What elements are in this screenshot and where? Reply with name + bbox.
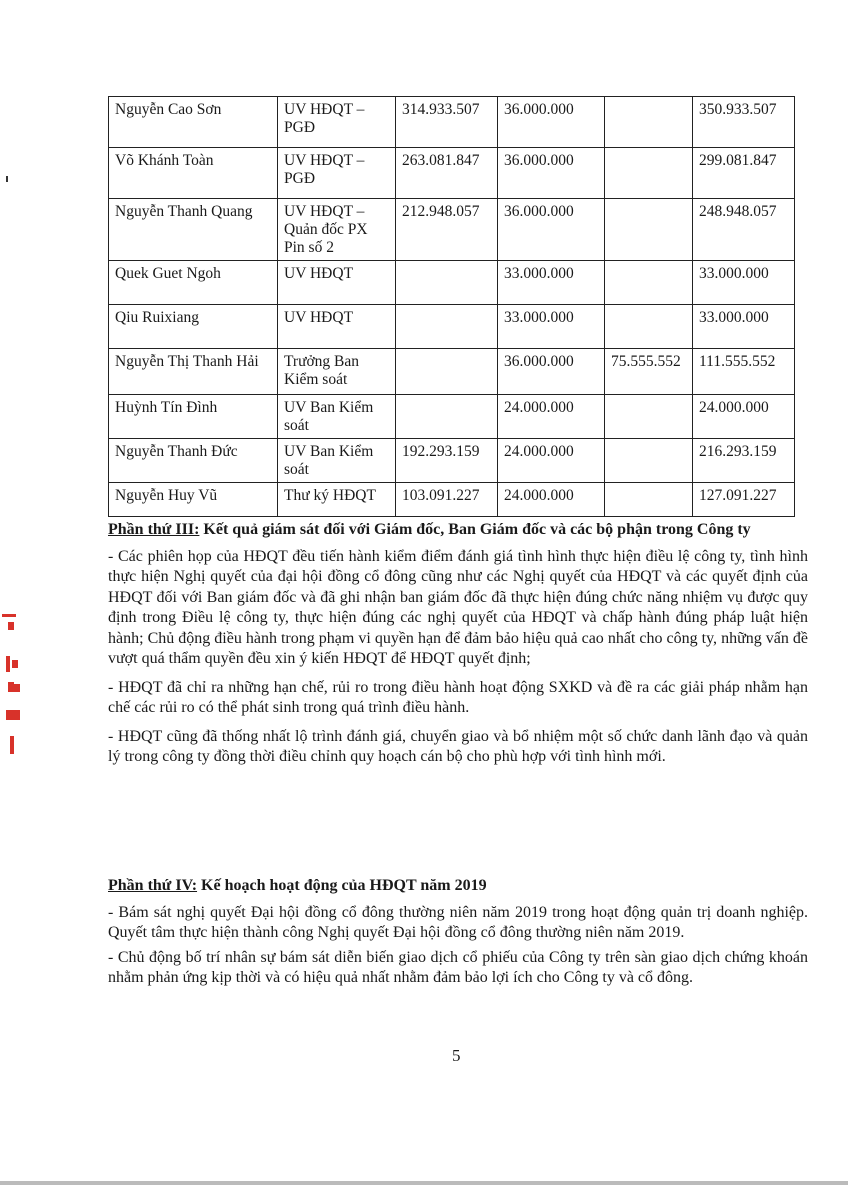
section-4-paragraph: - Chủ động bố trí nhân sự bám sát diễn biến giao dịch cổ phiếu của Công ty trên sàn giao dịch chứng khoán nhằm phản ứng kịp thời và có hiệu quả nhất nhằm đảm bảo lợi ích cho Công ty và cổ đông. [108,948,808,986]
table-row [109,395,795,439]
cell-salary: 103.091.227 [396,483,498,517]
cell-other [605,199,693,261]
table-row [109,97,795,148]
cell-role: UV Ban Kiểm soát [278,439,396,483]
cell-salary: 192.293.159 [396,439,498,483]
cell-name: Võ Khánh Toàn [109,148,278,199]
cell-salary: 314.933.507 [396,97,498,148]
table-row [109,261,795,305]
cell-total: 248.948.057 [693,199,795,261]
scan-mark [6,176,8,182]
cell-allowance: 33.000.000 [498,305,605,349]
cell-allowance: 36.000.000 [498,349,605,395]
cell-other [605,395,693,439]
section-4-title: Kế hoạch hoạt động của HĐQT năm 2019 [197,877,487,894]
cell-name: Huỳnh Tín Đình [109,395,278,439]
cell-total: 24.000.000 [693,395,795,439]
cell-other [605,261,693,305]
cell-other [605,483,693,517]
cell-name: Nguyễn Huy Vũ [109,483,278,517]
cell-other [605,439,693,483]
table-row [109,305,795,349]
cell-role: UV HĐQT [278,305,396,349]
cell-salary [396,349,498,395]
cell-role: UV HĐQT – Quản đốc PX Pin số 2 [278,199,396,261]
table-row [109,349,795,395]
cell-allowance: 24.000.000 [498,439,605,483]
table-row [109,199,795,261]
cell-name: Nguyễn Thị Thanh Hải [109,349,278,395]
section-3-heading [108,520,808,541]
cell-other [605,148,693,199]
cell-allowance: 33.000.000 [498,261,605,305]
page-number: 5 [452,1046,461,1065]
cell-allowance: 36.000.000 [498,199,605,261]
cell-allowance: 24.000.000 [498,395,605,439]
cell-role: UV HĐQT [278,261,396,305]
cell-salary [396,395,498,439]
cell-name: Qiu Ruixiang [109,305,278,349]
cell-total: 299.081.847 [693,148,795,199]
cell-salary: 212.948.057 [396,199,498,261]
stamp-fragment [0,600,26,770]
section-4 [108,876,808,997]
cell-total: 350.933.507 [693,97,795,148]
section-3-paragraph: - Các phiên họp của HĐQT đều tiến hành kiểm điểm đánh giá tình hình thực hiện điều lệ công ty, tình hình thực hiện Nghị quyết của đại hội đồng cổ đông cũng như các Nghị quyết của HĐQT và các quyết định của HĐQT đối với Ban giám đốc và đã ghi nhận ban giám đốc đã thực hiện đúng chức năng nhiệm vụ được quy định trong Điều lệ công ty, thực hiện đúng các nghị quyết của HĐQT và chấp hành đúng pháp luật hiện hành; Chủ động điều hành trong phạm vi quyền hạn để đảm bảo hiệu quả cao nhất cho công ty, những vấn đề vượt quá thẩm quyền đều xin ý kiến HĐQT để HĐQT quyết định; [108,547,808,667]
cell-salary: 263.081.847 [396,148,498,199]
cell-name: Quek Guet Ngoh [109,261,278,305]
section-3 [108,520,808,776]
cell-total: 111.555.552 [693,349,795,395]
cell-role: UV HĐQT – PGĐ [278,148,396,199]
cell-role: Thư ký HĐQT [278,483,396,517]
cell-role: Trưởng Ban Kiểm soát [278,349,396,395]
table-row [109,439,795,483]
cell-total: 33.000.000 [693,305,795,349]
cell-allowance: 24.000.000 [498,483,605,517]
cell-salary [396,305,498,349]
cell-total: 216.293.159 [693,439,795,483]
cell-allowance: 36.000.000 [498,148,605,199]
remuneration-table [108,96,795,517]
section-3-title: Kết quả giám sát đối với Giám đốc, Ban Giám đốc và các bộ phận trong Công ty [199,521,751,538]
cell-total: 33.000.000 [693,261,795,305]
table-row [109,148,795,199]
section-4-paragraph: - Bám sát nghị quyết Đại hội đồng cổ đông thường niên năm 2019 trong hoạt động quản trị doanh nghiệp. Quyết tâm thực hiện thành công Nghị quyết Đại hội đồng cổ đông thường niên năm 2019. [108,903,808,941]
cell-other: 75.555.552 [605,349,693,395]
cell-name: Nguyễn Thanh Đức [109,439,278,483]
section-3-label: Phần thứ III: [108,521,200,538]
cell-other [605,97,693,148]
cell-role: UV HĐQT – PGĐ [278,97,396,148]
cell-name: Nguyễn Thanh Quang [109,199,278,261]
section-4-heading [108,876,808,897]
cell-total: 127.091.227 [693,483,795,517]
cell-name: Nguyễn Cao Sơn [109,97,278,148]
cell-role: UV Ban Kiểm soát [278,395,396,439]
section-4-label: Phần thứ IV: [108,877,198,894]
section-3-paragraph: - HĐQT đã chỉ ra những hạn chế, rủi ro trong điều hành hoạt động SXKD và đề ra các giải pháp nhằm hạn chế các rủi ro có thể phát sinh trong quá trình điều hành. [108,678,808,716]
table-row [109,483,795,517]
scan-edge-line [0,1181,848,1185]
cell-other [605,305,693,349]
cell-allowance: 36.000.000 [498,97,605,148]
section-3-paragraph: - HĐQT cũng đã thống nhất lộ trình đánh giá, chuyển giao và bổ nhiệm một số chức danh lãnh đạo và quản lý trong công ty đồng thời điều chỉnh quy hoạch cán bộ cho phù hợp với tình hình mới. [108,727,808,765]
cell-salary [396,261,498,305]
